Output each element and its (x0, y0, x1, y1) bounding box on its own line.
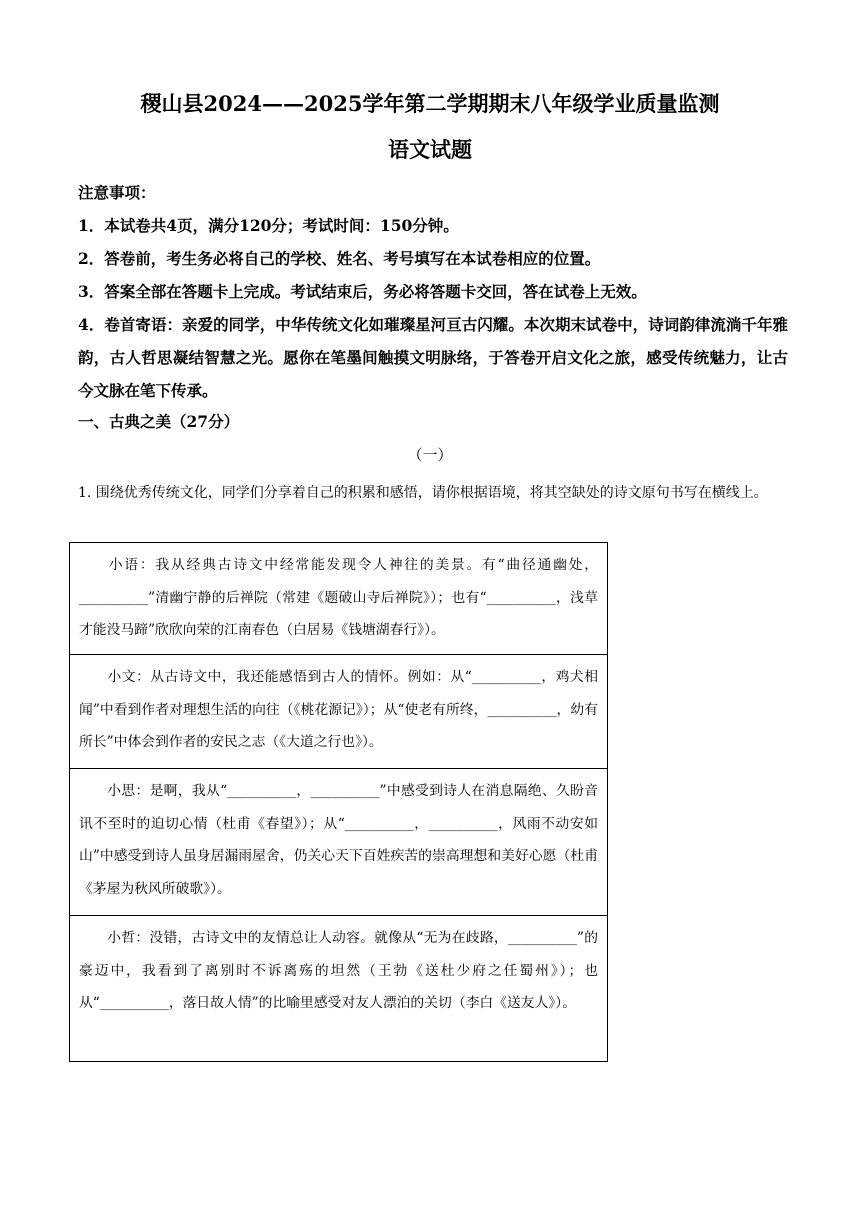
dialogue-text: 小文：从古诗文中，我还能感悟到古人的情怀。例如：从“__________，鸡犬相闻”中看到作者对理想生活的向往（《桃花源记》）；从“使老有所终，__________，幼有所长”中体会到作者的安民之志（《大道之行也》）。 (79, 669, 598, 750)
subject-title: 语文试题 (388, 137, 472, 162)
dialogue-cell-xiaowen (70, 655, 607, 769)
notes-heading: 注意事项： (78, 183, 156, 202)
part-label: （一） (407, 446, 453, 464)
exam-title: 稷山县2024——2025学年第二学期期末八年级学业质量监测 (140, 91, 720, 116)
notes-item-3: 3．答案全部在答题卡上完成。考试结束后，务必将答题卡交回，答在试卷上无效。 (78, 282, 647, 301)
dialogue-cell-xiaoyu (70, 543, 607, 655)
section-title: 一、古典之美（27分） (78, 412, 240, 431)
dialogue-text: 小哲：没错，古诗文中的友情总让人动容。就像从“无为在歧路，__________”的豪迈中，我看到了离别时不诉离殇的坦然（王勃《送杜少府之任蜀州》）；也从“__________，落日故人情”的比喻里感受对友人漂泊的关切（李白《送友人》）。 (79, 930, 598, 1011)
dialogue-text: 小思：是啊，我从“__________，__________”中感受到诗人在消息隔绝、久盼音讯不至时的迫切心情（杜甫《春望》）；从“__________，__________，风雨不动安如山”中感受到诗人虽身居漏雨屋舍，仍关心天下百姓疾苦的崇高理想和美好心愿（杜甫《茅屋为秋风所破歌》）。 (79, 783, 598, 897)
notes-block (78, 176, 788, 407)
notes-item-1: 1．本试卷共4页，满分120分；考试时间：150分钟。 (78, 216, 459, 235)
dialogue-cell-xiaozhe (70, 916, 607, 1061)
dialogue-text: 小语：我从经典古诗文中经常能发现令人神往的美景。有“曲径通幽处，__________”清幽宁静的后禅院（常建《题破山寺后禅院》）；也有“__________，浅草才能没马蹄”欣欣向荣的江南春色（白居易《钱塘湖春行》）。 (79, 557, 598, 638)
question-1-stem: 1. 围绕优秀传统文化，同学们分享着自己的积累和感悟，请你根据语境，将其空缺处的诗文原句书写在横线上。 (78, 485, 768, 501)
dialogue-table (69, 542, 608, 1062)
notes-item-2: 2．答卷前，考生务必将自己的学校、姓名、考号填写在本试卷相应的位置。 (78, 249, 601, 268)
dialogue-cell-xiaosi (70, 769, 607, 916)
notes-item-4: 4．卷首寄语：亲爱的同学，中华传统文化如璀璨星河亘古闪耀。本次期末试卷中，诗词韵律流淌千年雅韵，古人哲思凝结智慧之光。愿你在笔墨间触摸文明脉络，于答卷开启文化之旅，感受传统魅力，让古今文脉在笔下传承。 (78, 315, 788, 400)
